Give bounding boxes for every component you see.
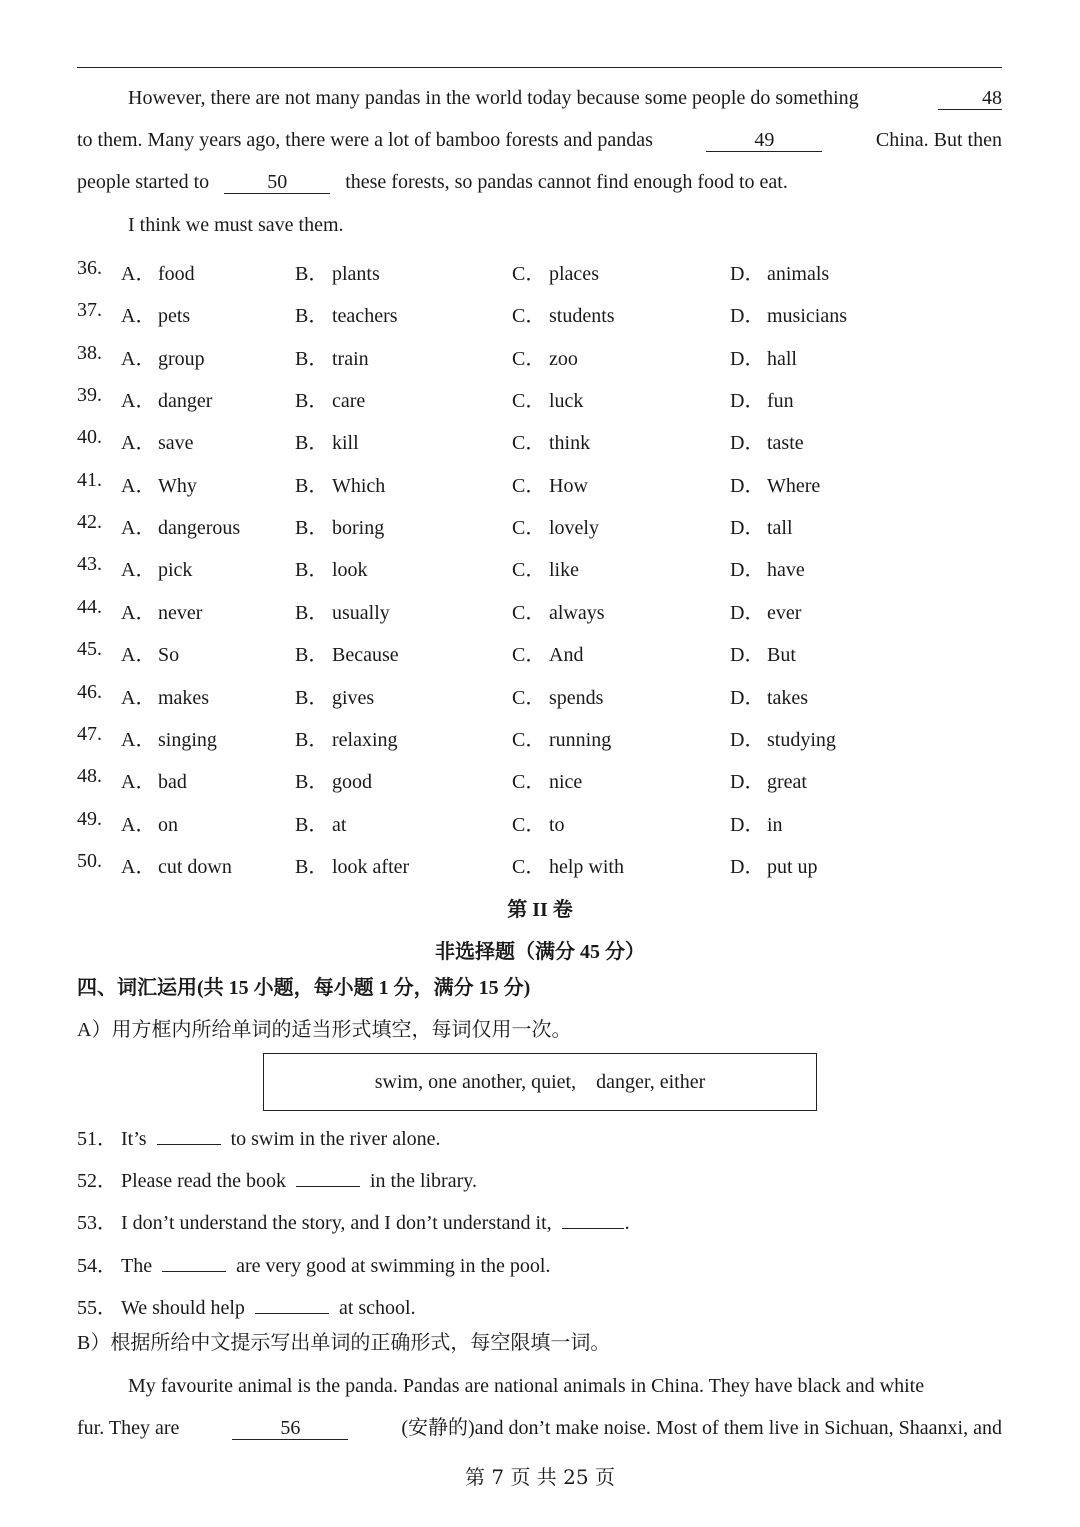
- option-text: bad: [158, 771, 187, 793]
- question-number: 37.: [77, 299, 102, 321]
- option-text: put up: [767, 856, 818, 878]
- option-text: relaxing: [332, 729, 398, 751]
- option-a[interactable]: [121, 638, 179, 667]
- option-letter: C．: [512, 348, 546, 370]
- passage-text: However, there are not many pandas in the world today because some people do something: [128, 87, 859, 109]
- option-c[interactable]: [512, 638, 583, 667]
- question-row: [77, 808, 1002, 836]
- option-letter: A．: [121, 771, 156, 793]
- option-letter: A．: [121, 559, 156, 581]
- blank-56[interactable]: 56: [232, 1418, 348, 1440]
- option-c[interactable]: [512, 384, 583, 413]
- option-b[interactable]: [295, 426, 359, 455]
- option-text: pick: [158, 559, 193, 581]
- option-text: makes: [158, 687, 210, 709]
- option-text: kill: [332, 432, 359, 454]
- option-b[interactable]: [295, 299, 398, 328]
- option-d[interactable]: [730, 511, 793, 540]
- question-row: [77, 723, 1002, 751]
- option-a[interactable]: [121, 681, 209, 710]
- question-number: 44.: [77, 596, 102, 618]
- option-text: gives: [332, 687, 375, 709]
- option-letter: D．: [730, 263, 765, 285]
- question-number: 36.: [77, 257, 102, 279]
- option-letter: A．: [121, 517, 156, 539]
- option-letter: D．: [730, 348, 765, 370]
- option-text: to: [549, 814, 565, 836]
- option-d[interactable]: [730, 299, 847, 328]
- fill-item-51: [77, 1122, 441, 1151]
- option-text: singing: [158, 729, 217, 751]
- option-letter: C．: [512, 602, 546, 624]
- option-letter: A．: [121, 475, 156, 497]
- option-letter: A．: [121, 602, 156, 624]
- option-text: Which: [332, 475, 386, 497]
- option-a[interactable]: [121, 511, 240, 540]
- partB-heading: B）根据所给中文提示写出单词的正确形式，每空限填一词。: [77, 1332, 611, 1354]
- item-pre: We should help: [121, 1297, 245, 1319]
- option-c[interactable]: [512, 765, 582, 794]
- option-text: have: [767, 559, 805, 581]
- item-number: 52．: [77, 1170, 117, 1192]
- option-b[interactable]: [295, 638, 399, 667]
- option-b[interactable]: [295, 511, 384, 540]
- option-text: spends: [549, 687, 604, 709]
- option-d[interactable]: [730, 765, 807, 794]
- word-box-text: swim, one another, quiet, danger, either: [374, 1070, 706, 1093]
- option-letter: A．: [121, 390, 156, 412]
- option-c[interactable]: [512, 257, 599, 286]
- option-d[interactable]: [730, 723, 836, 752]
- option-b[interactable]: [295, 384, 365, 413]
- option-text: How: [549, 475, 588, 497]
- option-c[interactable]: [512, 299, 615, 328]
- passage-text: China. But then: [875, 129, 1002, 151]
- option-text: never: [158, 602, 203, 624]
- option-text: help with: [549, 856, 624, 878]
- option-letter: B．: [295, 814, 329, 836]
- question-row: [77, 342, 1002, 370]
- option-text: care: [332, 390, 366, 412]
- volume-title: 第 II 卷: [507, 899, 573, 921]
- option-c[interactable]: [512, 469, 588, 498]
- option-c[interactable]: [512, 596, 605, 625]
- option-d[interactable]: [730, 553, 805, 582]
- section-subtitle: 非选择题（满分 45 分）: [435, 941, 645, 963]
- question-number: 43.: [77, 553, 102, 575]
- item-post: at school.: [338, 1297, 416, 1319]
- question-number: 39.: [77, 384, 102, 406]
- option-letter: C．: [512, 263, 546, 285]
- blank-50[interactable]: 50: [224, 172, 330, 194]
- option-letter: D．: [730, 814, 765, 836]
- option-c[interactable]: [512, 342, 578, 371]
- word-box: [263, 1053, 817, 1111]
- option-b[interactable]: [295, 342, 369, 371]
- option-text: tall: [767, 517, 793, 539]
- item-pre: Please read the book: [121, 1170, 286, 1192]
- answer-blank[interactable]: [157, 1126, 221, 1145]
- option-letter: C．: [512, 814, 546, 836]
- item-post: .: [624, 1212, 630, 1234]
- passage-line-4: I think we must save them.: [128, 214, 344, 236]
- option-letter: B．: [295, 644, 329, 666]
- option-b[interactable]: [295, 596, 390, 625]
- item-pre: I don’t understand the story, and I don’t understand it,: [121, 1212, 552, 1234]
- fill-item-54: [77, 1249, 550, 1278]
- option-b[interactable]: [295, 808, 346, 837]
- question-row: [77, 299, 1002, 327]
- option-text: running: [549, 729, 612, 751]
- option-a[interactable]: [121, 257, 195, 286]
- option-letter: D．: [730, 644, 765, 666]
- option-text: always: [549, 602, 605, 624]
- option-text: good: [332, 771, 372, 793]
- option-a[interactable]: [121, 596, 202, 625]
- option-letter: B．: [295, 475, 329, 497]
- question-number: 40.: [77, 426, 102, 448]
- option-letter: B．: [295, 687, 329, 709]
- option-text: fun: [767, 390, 794, 412]
- item-pre: The: [121, 1255, 153, 1277]
- option-text: And: [549, 644, 584, 666]
- item-number: 51．: [77, 1128, 117, 1150]
- option-b[interactable]: [295, 469, 385, 498]
- option-a[interactable]: [121, 553, 192, 582]
- option-letter: B．: [295, 856, 329, 878]
- option-b[interactable]: [295, 850, 409, 879]
- option-letter: C．: [512, 644, 546, 666]
- question-row: [77, 681, 1002, 709]
- answer-blank[interactable]: [162, 1253, 226, 1272]
- option-b[interactable]: [295, 765, 372, 794]
- option-text: like: [549, 559, 579, 581]
- option-letter: D．: [730, 390, 765, 412]
- question-number: 50.: [77, 850, 102, 872]
- question-row: [77, 426, 1002, 454]
- option-text: ever: [767, 602, 802, 624]
- option-letter: B．: [295, 517, 329, 539]
- question-number: 45.: [77, 638, 102, 660]
- option-a[interactable]: [121, 384, 212, 413]
- option-c[interactable]: [512, 808, 565, 837]
- option-text: hall: [767, 348, 797, 370]
- option-letter: D．: [730, 602, 765, 624]
- option-letter: B．: [295, 348, 329, 370]
- option-text: Because: [332, 644, 399, 666]
- option-letter: B．: [295, 305, 329, 327]
- option-text: in: [767, 814, 783, 836]
- option-text: on: [158, 814, 178, 836]
- option-letter: A．: [121, 432, 156, 454]
- item-number: 54．: [77, 1255, 117, 1277]
- fill-item-53: [77, 1206, 630, 1235]
- option-letter: B．: [295, 390, 329, 412]
- option-a[interactable]: [121, 765, 187, 794]
- option-a[interactable]: [121, 808, 178, 837]
- option-d[interactable]: [730, 426, 804, 455]
- partA-heading: A）用方框内所给单词的适当形式填空，每词仅用一次。: [77, 1019, 572, 1041]
- blank-49[interactable]: 49: [706, 130, 822, 152]
- option-text: cut down: [158, 856, 232, 878]
- fill-item-55: [77, 1291, 416, 1320]
- question-number: 47.: [77, 723, 102, 745]
- option-d[interactable]: [730, 638, 796, 667]
- question-row: [77, 596, 1002, 624]
- option-d[interactable]: [730, 342, 797, 371]
- option-text: train: [332, 348, 369, 370]
- option-text: teachers: [332, 305, 398, 327]
- option-b[interactable]: [295, 681, 374, 710]
- question-number: 48.: [77, 765, 102, 787]
- option-text: students: [549, 305, 615, 327]
- option-text: think: [549, 432, 591, 454]
- question-number: 42.: [77, 511, 102, 533]
- option-text: group: [158, 348, 205, 370]
- option-letter: D．: [730, 517, 765, 539]
- option-d[interactable]: [730, 384, 794, 413]
- question-row: [77, 511, 1002, 539]
- question-row: [77, 469, 1002, 497]
- part4-heading: 四、词汇运用(共 15 小题，每小题 1 分，满分 15 分): [77, 977, 531, 999]
- passage-text: people started to: [77, 171, 210, 193]
- option-text: food: [158, 263, 195, 285]
- passage-text: (安静的)and don’t make noise. Most of them live in Sichuan, Shaanxi, and: [401, 1417, 1002, 1439]
- answer-blank[interactable]: [562, 1210, 624, 1229]
- option-letter: A．: [121, 348, 156, 370]
- option-text: look: [332, 559, 368, 581]
- option-letter: C．: [512, 771, 546, 793]
- answer-blank[interactable]: [255, 1295, 329, 1314]
- option-letter: C．: [512, 687, 546, 709]
- option-letter: D．: [730, 559, 765, 581]
- option-letter: A．: [121, 856, 156, 878]
- option-c[interactable]: [512, 681, 603, 710]
- option-c[interactable]: [512, 511, 599, 540]
- option-letter: A．: [121, 644, 156, 666]
- option-text: nice: [549, 771, 583, 793]
- option-letter: D．: [730, 771, 765, 793]
- question-number: 49.: [77, 808, 102, 830]
- option-text: zoo: [549, 348, 578, 370]
- page-footer: 第 7 页 共 25 页: [465, 1465, 615, 1489]
- option-a[interactable]: [121, 850, 232, 879]
- option-letter: B．: [295, 263, 329, 285]
- option-letter: C．: [512, 729, 546, 751]
- question-row: [77, 553, 1002, 581]
- option-d[interactable]: [730, 596, 801, 625]
- option-d[interactable]: [730, 681, 808, 710]
- option-letter: C．: [512, 475, 546, 497]
- option-d[interactable]: [730, 257, 829, 286]
- option-letter: A．: [121, 305, 156, 327]
- option-letter: C．: [512, 517, 546, 539]
- option-letter: B．: [295, 771, 329, 793]
- option-a[interactable]: [121, 299, 190, 328]
- item-post: in the library.: [369, 1170, 477, 1192]
- option-text: takes: [767, 687, 809, 709]
- option-a[interactable]: [121, 342, 205, 371]
- option-letter: C．: [512, 856, 546, 878]
- option-letter: C．: [512, 305, 546, 327]
- option-letter: A．: [121, 263, 156, 285]
- option-letter: D．: [730, 432, 765, 454]
- option-letter: B．: [295, 559, 329, 581]
- question-number: 41.: [77, 469, 102, 491]
- passage-text: to them. Many years ago, there were a lot of bamboo forests and pandas: [77, 129, 653, 151]
- header-rule: [77, 67, 1002, 68]
- option-letter: D．: [730, 305, 765, 327]
- option-letter: B．: [295, 729, 329, 751]
- option-d[interactable]: [730, 850, 818, 879]
- question-number: 38.: [77, 342, 102, 364]
- option-text: Where: [767, 475, 821, 497]
- option-text: plants: [332, 263, 380, 285]
- option-letter: D．: [730, 856, 765, 878]
- option-c[interactable]: [512, 723, 611, 752]
- option-text: save: [158, 432, 194, 454]
- option-letter: A．: [121, 687, 156, 709]
- item-post: to swim in the river alone.: [230, 1128, 441, 1150]
- passage-text: fur. They are: [77, 1417, 180, 1439]
- option-text: studying: [767, 729, 836, 751]
- option-b[interactable]: [295, 723, 398, 752]
- option-letter: B．: [295, 432, 329, 454]
- passage-text: My favourite animal is the panda. Pandas are national animals in China. They have black and white: [128, 1375, 925, 1397]
- option-a[interactable]: [121, 426, 194, 455]
- option-letter: C．: [512, 559, 546, 581]
- option-letter: B．: [295, 602, 329, 624]
- question-number: 46.: [77, 681, 102, 703]
- option-text: usually: [332, 602, 390, 624]
- option-a[interactable]: [121, 469, 197, 498]
- question-row: [77, 257, 1002, 285]
- passage-text: these forests, so pandas cannot find enough food to eat.: [345, 171, 788, 193]
- option-letter: C．: [512, 432, 546, 454]
- answer-blank[interactable]: [296, 1168, 360, 1187]
- question-row: [77, 384, 1002, 412]
- option-text: luck: [549, 390, 584, 412]
- option-letter: D．: [730, 687, 765, 709]
- option-d[interactable]: [730, 808, 783, 837]
- option-text: great: [767, 771, 807, 793]
- option-text: look after: [332, 856, 410, 878]
- option-text: lovely: [549, 517, 599, 539]
- option-letter: C．: [512, 390, 546, 412]
- option-text: So: [158, 644, 180, 666]
- option-text: musicians: [767, 305, 847, 327]
- option-b[interactable]: [295, 257, 380, 286]
- blank-48[interactable]: 48: [938, 88, 1002, 110]
- question-row: [77, 638, 1002, 666]
- option-d[interactable]: [730, 469, 820, 498]
- question-row: [77, 765, 1002, 793]
- option-b[interactable]: [295, 553, 368, 582]
- item-post: are very good at swimming in the pool.: [236, 1255, 551, 1277]
- option-text: danger: [158, 390, 213, 412]
- option-text: at: [332, 814, 347, 836]
- option-letter: A．: [121, 814, 156, 836]
- option-text: taste: [767, 432, 804, 454]
- option-c[interactable]: [512, 553, 579, 582]
- option-letter: D．: [730, 729, 765, 751]
- fill-item-52: [77, 1164, 477, 1193]
- option-text: Why: [158, 475, 197, 497]
- option-text: pets: [158, 305, 191, 327]
- option-c[interactable]: [512, 426, 590, 455]
- item-pre: It’s: [121, 1128, 147, 1150]
- option-text: animals: [767, 263, 830, 285]
- option-text: places: [549, 263, 599, 285]
- option-text: dangerous: [158, 517, 241, 539]
- option-c[interactable]: [512, 850, 624, 879]
- option-a[interactable]: [121, 723, 217, 752]
- option-letter: D．: [730, 475, 765, 497]
- item-number: 53．: [77, 1212, 117, 1234]
- question-row: [77, 850, 1002, 878]
- item-number: 55．: [77, 1297, 117, 1319]
- option-text: boring: [332, 517, 385, 539]
- option-text: But: [767, 644, 796, 666]
- option-letter: A．: [121, 729, 156, 751]
